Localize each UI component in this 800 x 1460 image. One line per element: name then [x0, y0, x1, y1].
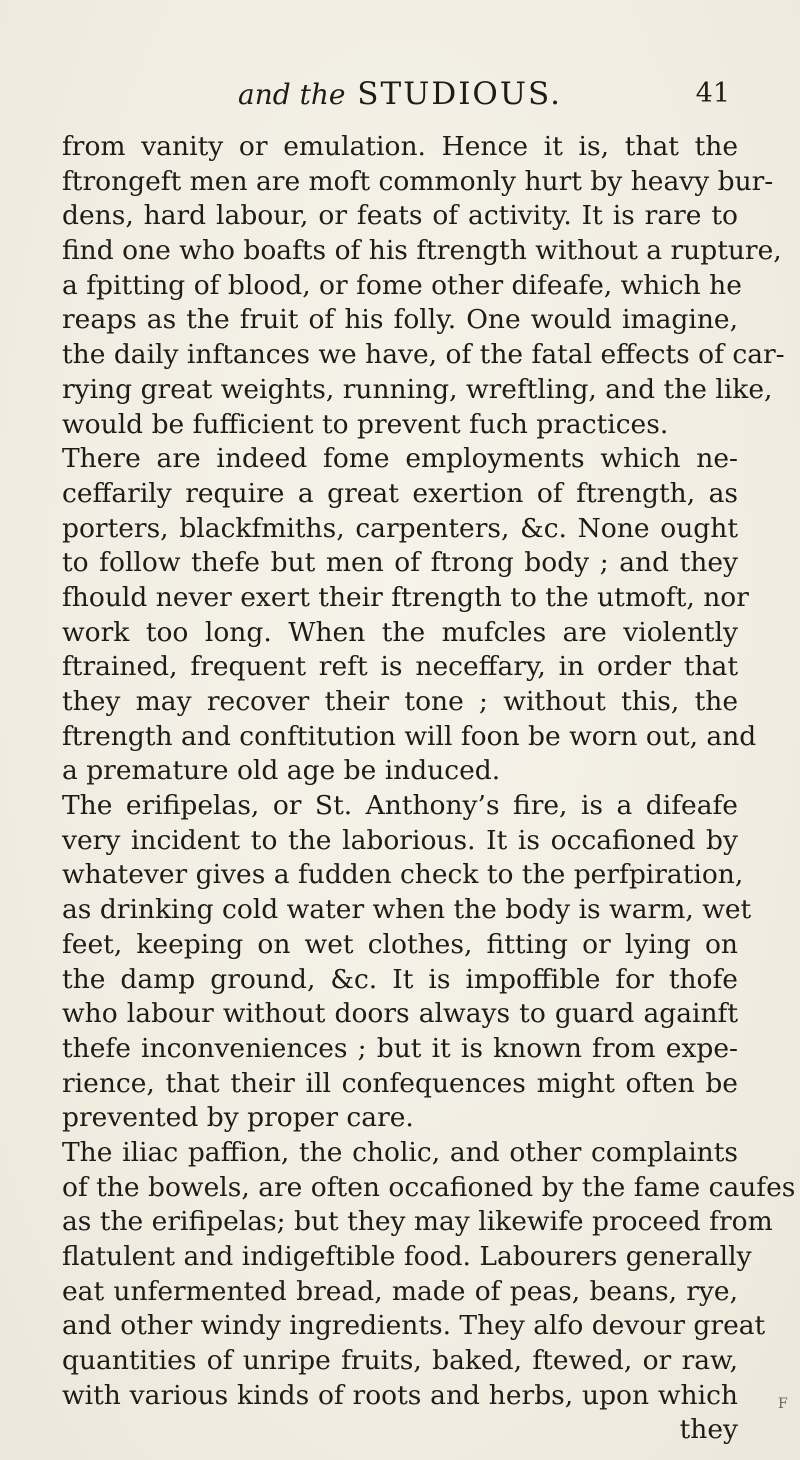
text-line: ftrained, frequent reft is neceffary, in order that: [62, 651, 738, 683]
running-title-prefix: and the: [238, 78, 346, 111]
text-line: eat unfermented bread, made of peas, beans, rye,: [62, 1275, 738, 1307]
text-line: whatever gives a fudden check to the perfpiration,: [62, 859, 744, 891]
text-line: from vanity or emulation. Hence it is, that the: [62, 131, 738, 162]
text-line: prevented by proper care.: [62, 1102, 414, 1134]
text-line: of the bowels, are often occafioned by the fame caufes: [62, 1171, 796, 1203]
text-line: work too long. When the mufcles are violently: [62, 616, 738, 648]
text-line: who labour without doors always to guard againft: [62, 998, 738, 1030]
text-line: as drinking cold water when the body is warm, wet: [62, 894, 752, 926]
running-title-main: STUDIOUS.: [357, 76, 562, 112]
text-line: and other windy ingredients. They alfo devour great: [62, 1310, 766, 1342]
text-line: dens, hard labour, or feats of activity. It is rare to: [62, 200, 738, 232]
text-line: reaps as the fruit of his folly. One would imagine,: [62, 304, 738, 336]
text-line: rying great weights, running, wreftling, and the like,: [62, 373, 773, 405]
text-line: as the erifipelas; but they may likewife proceed from: [62, 1206, 773, 1238]
signature-mark: F: [778, 1396, 788, 1412]
page-header: [0, 76, 800, 116]
text-line: find one who boafts of his ftrength without a rupture,: [62, 235, 782, 267]
text-line: ceffarily require a great exertion of ftrength, as: [62, 477, 738, 509]
text-line: with various kinds of roots and herbs, upon which: [62, 1379, 738, 1411]
text-line: to follow thefe but men of ftrong body ; and they: [62, 547, 738, 579]
catchword: they: [679, 1414, 738, 1446]
text-line: There are indeed fome employments which ne-: [62, 443, 738, 475]
text-line: rience, that their ill confequences might often be: [62, 1067, 738, 1099]
text-line: flatulent and indigeftible food. Labourers generally: [62, 1241, 752, 1272]
text-line: fhould never exert their ftrength to the utmoft, nor: [62, 581, 749, 613]
text-line: a fpitting of blood, or fome other difeafe, which he: [62, 269, 742, 301]
text-line: The erifipelas, or St. Anthony’s fire, is a difeafe: [62, 790, 738, 822]
text-line: the daily inftances we have, of the fatal effects of car-: [62, 339, 785, 371]
text-line: quantities of unripe fruits, baked, ftewed, or raw,: [62, 1345, 738, 1377]
text-line: a premature old age be induced.: [62, 755, 501, 787]
body-text: [62, 130, 796, 1448]
text-line: The iliac paffion, the cholic, and other complaints: [62, 1136, 738, 1168]
text-line: feet, keeping on wet clothes, fitting or lying on: [62, 928, 738, 960]
text-line: porters, blackfmiths, carpenters, &c. None ought: [62, 512, 738, 544]
text-line: the damp ground, &c. It is impoffible for thofe: [62, 963, 738, 995]
text-line: thefe inconveniences ; but it is known from expe-: [62, 1032, 738, 1064]
text-line: ftrength and conftitution will foon be worn out, and: [62, 720, 757, 752]
text-line: would be fufficient to prevent fuch practices.: [62, 408, 669, 440]
page-number: 41: [695, 78, 730, 109]
text-line: very incident to the laborious. It is occafioned by: [62, 824, 738, 856]
text-line: they may recover their tone ; without this, the: [62, 686, 738, 717]
running-title: [0, 76, 800, 112]
text-line: ftrongeft men are moft commonly hurt by heavy bur-: [62, 165, 774, 197]
